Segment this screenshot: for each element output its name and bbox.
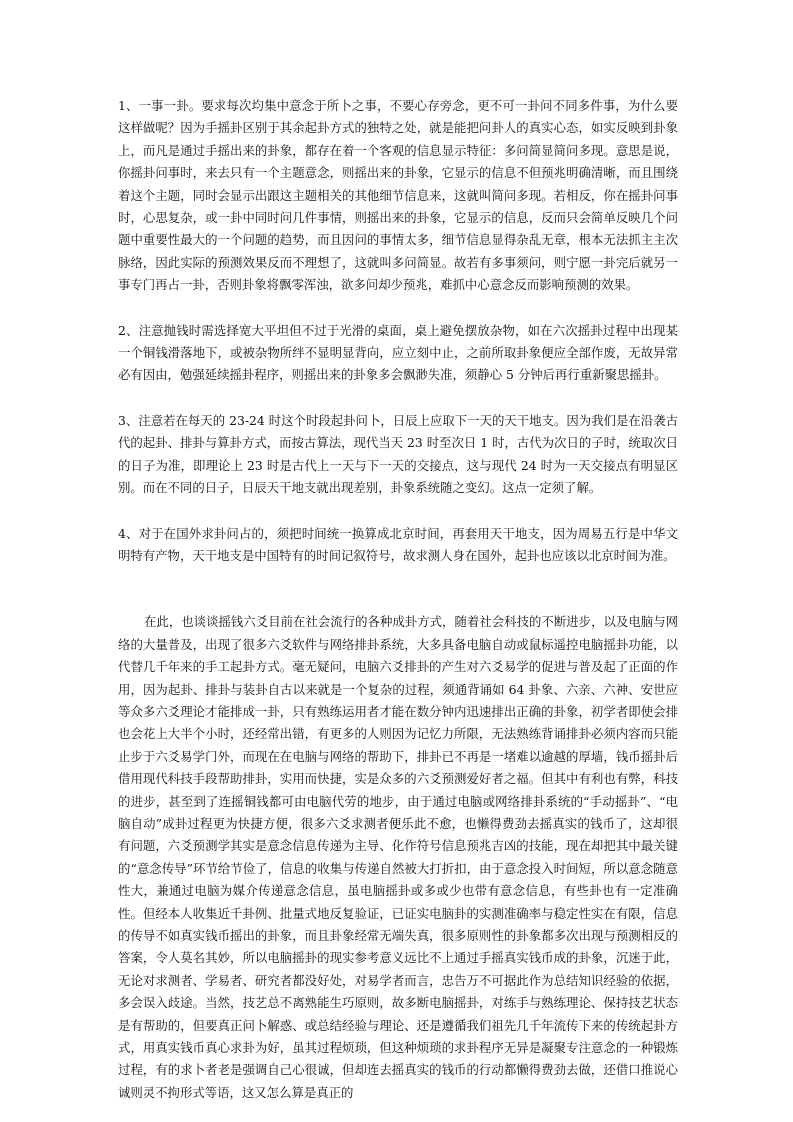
paragraph-rule-3: 3、注意若在每天的 23-24 时这个时段起卦问卜，日辰上应取下一天的天干地支。因为我们是在沿袭古代的起卦、排卦与算卦方式，而按古算法，现代当天 23 时至次日 1 时，古代为次日的子时，统取次日的日子为准，即理论上 23 时是古代上一天与下一天的交接点，这与现代 24 时为一天交接点有明显区别。而在不同的日子，日辰天干地支就出现差别，卦象系统随之变幻。这点一定须了解。: [118, 412, 678, 496]
document-page: [118, 95, 678, 1104]
paragraph-rule-2: 2、注意抛钱时需选择宽大平坦但不过于光滑的桌面，桌上避免摆放杂物，如在六次摇卦过程中出现某一个铜钱滑落地下，或被杂物所绊不显明显背向，应立刻中止，之前所取卦象便应全部作废，无故异常必有因由，勉强延续摇卦程序，则摇出来的卦象多会飘渺失准，须静心 5 分钟后再行重新聚思摇卦。: [118, 322, 678, 383]
paragraph-discussion: 在此，也谈谈摇钱六爻目前在社会流行的各种成卦方式，随着社会科技的不断进步，以及电脑与网络的大量普及，出现了很多六爻软件与网络排卦系统，大多具备电脑自动或鼠标遥控电脑摇卦功能，以代替几千年来的手工起卦方式。毫无疑问，电脑六爻排卦的产生对六爻易学的促进与普及起了正面的作用，因为起卦、排卦与装卦自古以来就是一个复杂的过程，须通背诵如 64 卦象、六亲、六神、安世应等众多六爻理论才能排成一卦，只有熟练运用者才能在数分钟内迅速排出正确的卦象，初学者即使会排也会花上大半个小时，还经常出错，有更多的人则因为记忆力所限，无法熟练背诵排卦必须内容而只能止步于六爻易学门外，而现在在电脑与网络的帮助下，排卦已不再是一堵难以逾越的厚墙，钱币摇卦后借用现代科技手段帮助排卦，实用而快捷，实是众多的六爻预测爱好者之福。但其中有利也有弊，科技的进步，甚至到了连摇铜钱都可由电脑代劳的地步，由于通过电脑或网络排卦系统的“手动摇卦”、“电脑自动”成卦过程更为快捷方便，很多六爻求测者便乐此不愈，也懒得费劲去摇真实的钱币了，这却很有问题，六爻预测学其实是意念信息传递为主导、化作符号信息预兆吉凶的技能，现在却把其中最关键的“意念传导”环节给节俭了，信息的收集与传递自然被大打折扣，由于意念投入时间短，所以意念随意性大，兼通过电脑为媒介传递意念信息，虽电脑摇卦或多或少也带有意念信息，有些卦也有一定准确性。但经本人收集近千卦例、批量式地反复验证，已证实电脑卦的实测准确率与稳定性实在有限，信息的传导不如真实钱币摇出的卦象，而且卦象经常无端失真，很多原则性的卦象都多次出现与预测相反的答案，令人莫名其妙，所以电脑摇卦的现实参考意义远比不上通过手摇真实钱币成的卦象，沉迷于此，无论对求测者、学易者、研究者都没好处，对易学者而言，忠告万不可据此作为总结知识经验的依据，多会误入歧途。当然，技艺总不离熟能生巧原则，故多断电脑摇卦，对练手与熟练理论、保持技艺状态是有帮助的，但要真正问卜解惑、或总结经验与理论、还是遵循我们祖先几千年流传下来的传统起卦方式，用真实钱币真心求卦为好，虽其过程烦琐，但这种烦琐的求卦程序无异是凝聚专注意念的一种锻炼过程，有的求卜者老是强调自己心很诚，但却连去摇真实的钱币的行动都懒得费劲去做，还借口推说心诚则灵不拘形式等语，这又怎么算是真正的: [118, 614, 678, 1100]
paragraph-rule-1: 1、一事一卦。要求每次均集中意念于所卜之事，不要心存旁念，更不可一卦问不同多件事，为什么要这样做呢？因为手摇卦区别于其余起卦方式的独特之处，就是能把问卦人的真实心态，如实反映到卦象上，而凡是通过手摇出来的卦象，都存在着一个客观的信息显示特征：多问简显简问多现。意思是说，你摇卦问事时，来去只有一个主题意念，则摇出来的卦象，它显示的信息不但预兆明确清晰，而且围绕着这个主题，同时会显示出跟这主题相关的其他细节信息来，这就叫简问多现。若相反，你在摇卦问事时，心思复杂，或一卦中同时问几件事情，则摇出来的卦象，它显示的信息，反而只会简单反映几个问题中重要性最大的一个问题的趋势，而且因问的事情太多，细节信息显得杂乱无章，根本无法抓主主次脉络，因此实际的预测效果反而不理想了，这就叫多问简显。故若有多事须问，则宁愿一卦完后就另一事专门再占一卦，否则卦象将飘零浑浊，欲多问却少预兆，难抓中心意念反而影响预测的效果。: [118, 98, 678, 293]
paragraph-rule-4: 4、对于在国外求卦问占的，须把时间统一换算成北京时间，再套用天干地支，因为周易五行是中华文明特有产物，天干地支是中国特有的时间记叙符号，故求测人身在国外，起卦也应该以北京时间为准。: [118, 525, 678, 563]
